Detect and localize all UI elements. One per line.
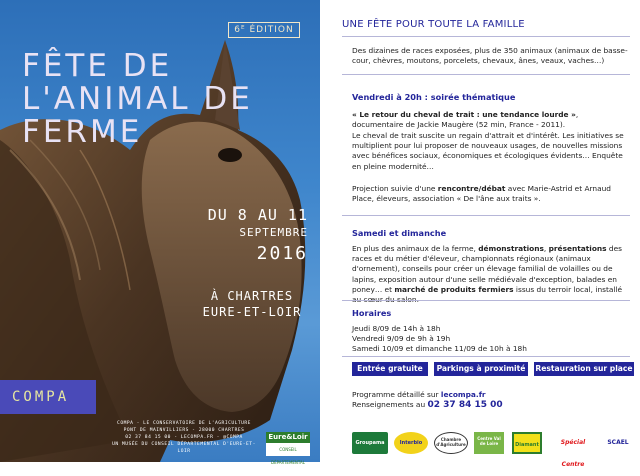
footer-line: 02 37 84 15 00 - LECOMPA.FR - @COMPA: [125, 435, 243, 440]
divider: [342, 300, 630, 301]
eure-logo-top: Eure&Loir: [266, 432, 310, 443]
poster-footer: [110, 420, 258, 455]
info-line: [352, 400, 503, 410]
weekend-text: ,: [543, 244, 549, 253]
sponsor-logos: [352, 432, 638, 468]
sponsor-logo-interbio: Interbio: [394, 432, 428, 454]
weekend-heading: Samedi et dimanche: [352, 228, 447, 238]
projection-bold: rencontre/débat: [437, 184, 506, 193]
edition-badge: 6ᴱ ÉDITION: [228, 22, 300, 38]
poster-title: [22, 50, 253, 149]
intro-text: Des dizaines de races exposées, plus de 350 animaux (animaux de basse-cour, chèvres, moutons, porcelets, chevaux, ânes, veaux, vaches…): [352, 46, 628, 66]
sponsor-logo-chambre: Chambre d'Agriculture: [434, 432, 468, 454]
footer-line: UN MUSÉE DU CONSEIL DÉPARTEMENTAL D'EURE-ET-LOIR: [112, 442, 256, 454]
main-heading: UNE FÊTE POUR TOUTE LA FAMILLE: [342, 19, 525, 30]
dates-line-3: 2016: [256, 243, 308, 264]
hours-line: Vendredi 9/09 de 9h à 19h: [352, 334, 451, 344]
weekend-text: En plus des animaux de la ferme,: [352, 244, 479, 253]
program-pre: Programme détaillé sur: [352, 390, 441, 399]
projection-post: avec Marie-Astrid et Arnaud Place, éleveurs, association « De l'âne aux traits ».: [352, 184, 611, 204]
title-line-2: L'ANIMAL DE: [22, 81, 253, 117]
divider: [342, 36, 630, 37]
title-line-3: FERME: [22, 114, 143, 150]
dates-line-2: SEPTEMBRE: [239, 226, 308, 239]
place-line-1: À CHARTRES: [210, 289, 294, 303]
poster: [0, 0, 320, 465]
event-details: [342, 0, 632, 462]
poster-place: [196, 288, 308, 320]
projection-pre: Projection suivie d'une: [352, 184, 438, 193]
eure-logo-bottom: CONSEIL DÉPARTEMENTAL: [270, 447, 306, 465]
footer-line: PONT DE MAINVILLIERS - 28000 CHARTRES: [123, 428, 245, 433]
catering-tag: Restauration sur place: [534, 362, 634, 376]
hours-line: Samedi 10/09 et dimanche 11/09 de 10h à 18h: [352, 344, 527, 354]
friday-film: [352, 110, 630, 130]
phone-number: 02 37 84 15 00: [427, 400, 503, 410]
feature-tags: [352, 362, 632, 376]
compa-badge: COMPA: [0, 380, 96, 414]
film-title: « Le retour du cheval de trait : une tendance lourde »: [352, 110, 576, 119]
weekend-bold: démonstrations: [478, 244, 544, 253]
hours-line: Jeudi 8/09 de 14h à 18h: [352, 324, 441, 333]
divider: [342, 215, 630, 216]
weekend-body: [352, 244, 630, 305]
sponsor-logo-region: Centre Val de Loire: [474, 432, 504, 454]
divider: [342, 74, 630, 75]
divider: [342, 356, 630, 357]
dates-line-1: DU 8 AU 11: [207, 206, 308, 224]
weekend-text: issus du terroir local, installé: [515, 284, 623, 294]
free-entry-tag: Entrée gratuite: [352, 362, 428, 376]
friday-heading: Vendredi à 20h : soirée thématique: [352, 92, 516, 102]
sponsor-logo-groupama: Groupama: [352, 432, 388, 454]
weekend-text: des races et du métier d'éleveur, championnats régionaux (animaux d'ornement), conseils pour créer un élevage familial de volailles ou de lapins, exposition autour d'une selle médiévale d'exception, balades en poney… et: [352, 244, 623, 294]
weekend-bold: présentations: [548, 244, 607, 253]
program-line: [352, 390, 503, 400]
friday-body: Le cheval de trait suscite un regain d'attrait et d'intérêt. Les initiatives se multiplient pour lui proposer de nouveaux usages, de nouvelles missions avec bénéfices sociaux, économiques et écologiques évidents… Enquête en pleine modernité…: [352, 131, 624, 171]
sponsor-logo-diamant: Diamant: [512, 432, 542, 454]
film-meta: , documentaire de Jackie Maugère (52 min, France - 2011).: [352, 110, 579, 130]
hours-heading: Horaires: [352, 308, 392, 318]
program-info: [352, 390, 503, 410]
info-pre: Renseignements au: [352, 400, 428, 409]
website-link[interactable]: lecompa.fr: [440, 390, 486, 399]
sponsor-logo-scael: SCAEL: [602, 432, 634, 454]
friday-projection: [352, 184, 630, 204]
parking-tag: Parkings à proximité: [434, 362, 528, 376]
weekend-bold: marché de produits fermiers: [394, 284, 514, 294]
sponsor-logo-special-centre: Spécial Centre: [550, 432, 596, 454]
title-line-1: FÊTE DE: [22, 48, 173, 84]
hours-list: [352, 324, 630, 355]
footer-line: COMPA - LE CONSERVATOIRE DE L'AGRICULTURE: [117, 421, 251, 426]
place-line-2: EURE-ET-LOIR: [202, 305, 302, 319]
eure-et-loir-logo: [266, 432, 310, 465]
poster-dates: [200, 206, 308, 264]
